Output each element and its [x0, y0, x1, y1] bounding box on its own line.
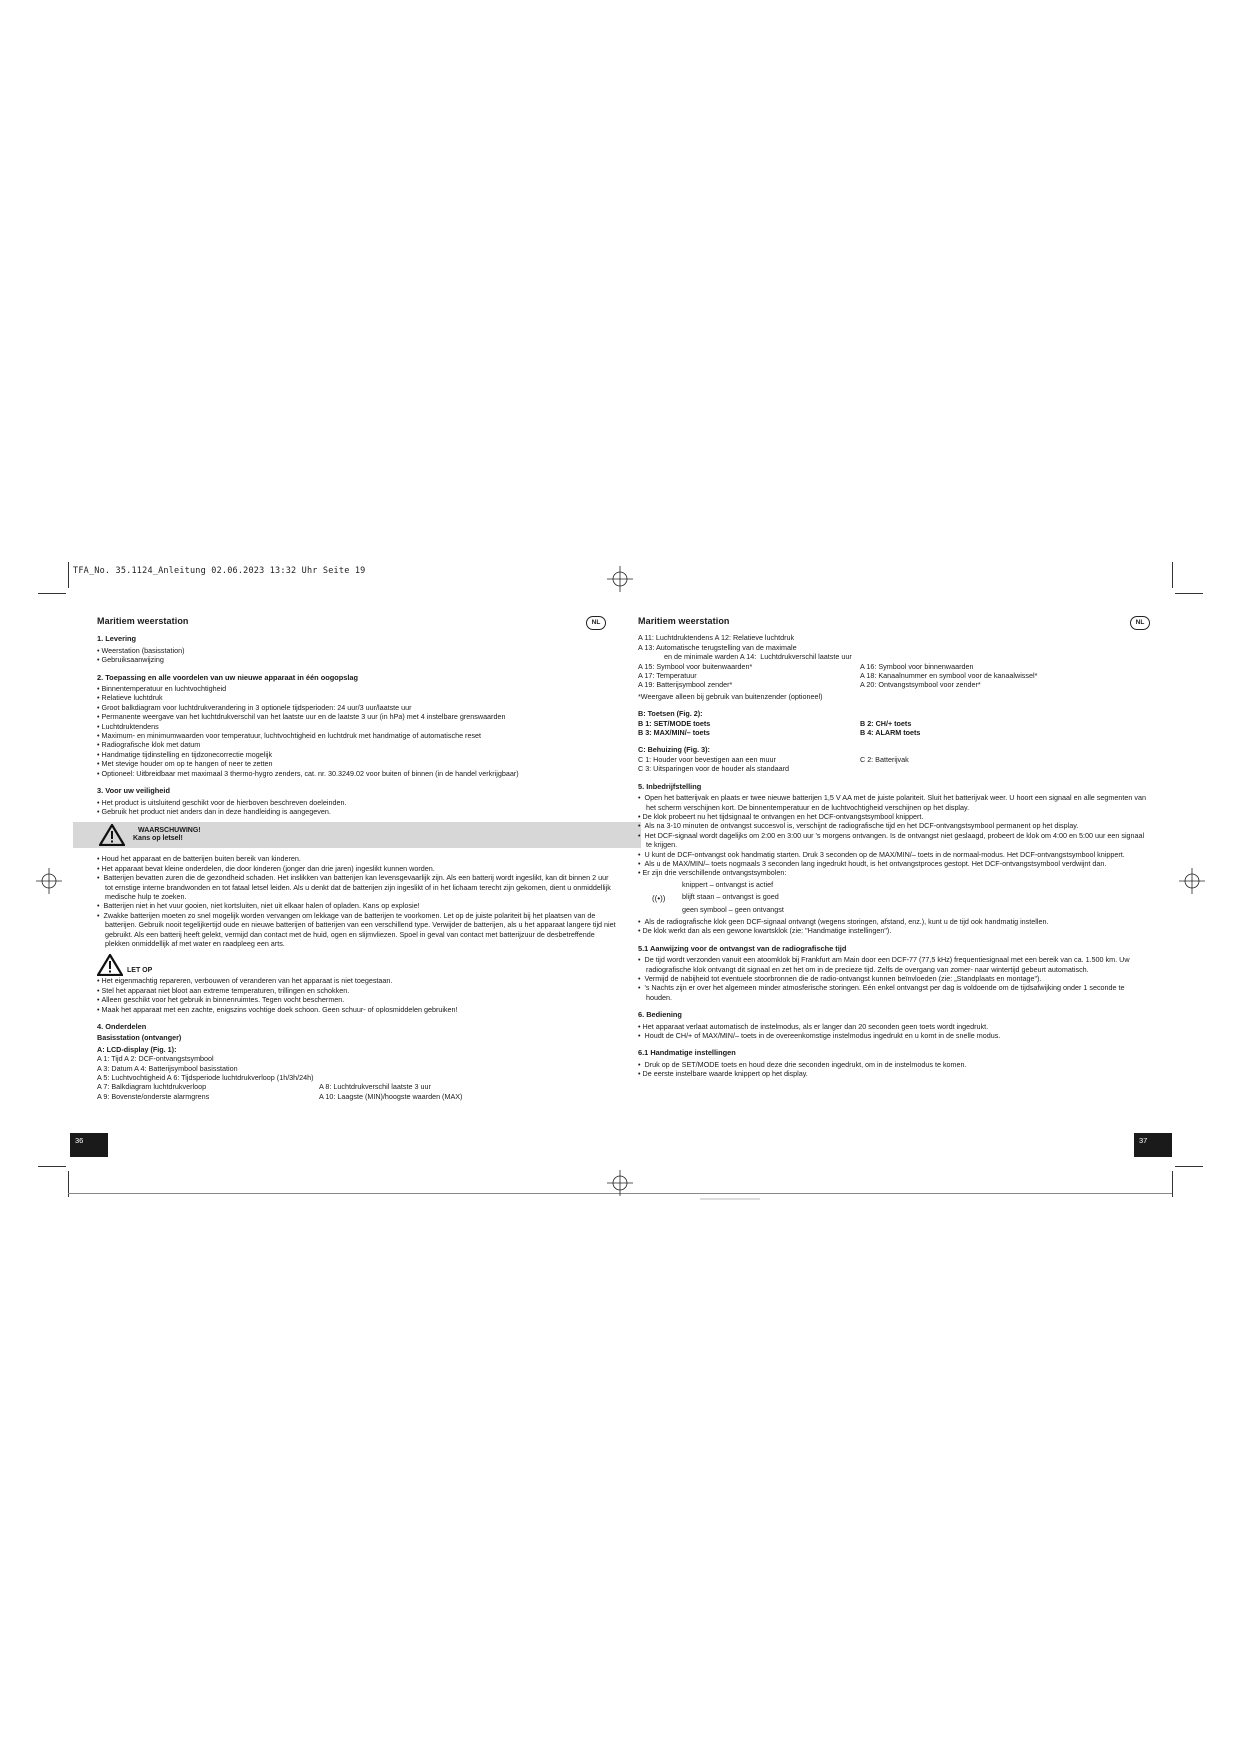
crop-mark: [1172, 1171, 1173, 1197]
bullet-list: [638, 1022, 1152, 1041]
crop-mark: [38, 593, 66, 594]
registration-mark-bottom: [607, 1170, 633, 1196]
part-label: A 1: Tijd A 2: DCF-ontvangstsymbool: [97, 1054, 214, 1064]
housing-list: [638, 755, 1152, 774]
list-item: • Zwakke batterijen moeten zo snel mogelijk worden vervangen om lekkage van de batterijen te voorkomen. Let op de juiste polariteit bij het plaatsen van de batterijen. Gebruik nooit tegelijkertijd oude en nieuwe batterijen of batterijen van een verschillend type. Verwijder de batterijen, als u het apparaat langere tijd niet gebruikt. Als een batterij heeft gelekt, vermijd dan contact met de huid, ogen en slijmvliezen. Spoel in geval van contact met batterijzuur de desbetreffende plekken onmiddellijk af met water en raadpleeg een arts.: [97, 911, 617, 949]
parts-row: [97, 1082, 617, 1091]
subheading: B: Toetsen (Fig. 2):: [638, 709, 703, 719]
symbol-text: blijft staan – ontvangst is goed: [682, 892, 779, 902]
parts-row: [97, 1073, 617, 1082]
registration-mark-top: [607, 566, 633, 592]
part-label: A 8: Luchtdrukverschil laatste 3 uur: [319, 1082, 431, 1092]
page-number: 36: [70, 1133, 108, 1157]
parts-row: [638, 633, 1152, 642]
list-item: • De klok werkt dan als een gewone kwartsklok (zie: "Handmatige instellingen").: [638, 926, 1152, 935]
part-label: A 15: Symbool voor buitenwaarden*: [638, 661, 753, 671]
crop-mark: [1172, 562, 1173, 588]
list-item: • Het apparaat bevat kleine onderdelen, die door kinderen (jonger dan drie jaren) ingeslikt kunnen worden.: [97, 864, 617, 873]
list-item: • Als u de MAX/MIN/– toets nogmaals 3 seconden lang ingedrukt houdt, is het ontvangstproces gestopt. Het DCF-ontvangstsymbool verdwijnt dan.: [638, 859, 1152, 868]
list-item: • Het DCF-signaal wordt dagelijks om 2:00 en 3:00 uur 's morgens ontvangen. Is de ontvangst niet geslaagd, probeert de klok om 4:00 en 5:00 uur een signaal te krijgen.: [638, 831, 1152, 850]
reception-symbols: [652, 880, 1152, 917]
crop-mark: [68, 562, 69, 588]
list-item: • Gebruik het product niet anders dan in deze handleiding is aangegeven.: [97, 807, 617, 816]
crop-mark: [1175, 1166, 1203, 1167]
subheading: Basisstation (ontvanger): [97, 1033, 182, 1043]
parts-row: [638, 764, 1152, 773]
part-label: C 1: Houder voor bevestigen aan een muur: [638, 754, 776, 764]
language-badge: NL: [1130, 616, 1150, 630]
section-heading: 4. Onderdelen: [97, 1022, 147, 1031]
list-item: • Gebruiksaanwijzing: [97, 655, 617, 664]
warning-title: WAARSCHUWING!: [138, 827, 201, 835]
warning-text: [133, 827, 201, 843]
part-label: C 2: Batterijvak: [860, 754, 909, 764]
page-title: Maritiem weerstation: [638, 616, 730, 626]
list-item: • Het product is uitsluitend geschikt voor de hierboven beschreven doeleinden.: [97, 798, 617, 807]
caution-title: LET OP: [127, 967, 153, 975]
bullet-list: [638, 917, 1152, 936]
list-item: • Groot balkdiagram voor luchtdrukverandering in 3 optionele tijdsperioden: 24 uur/3 uur/laatste uur: [97, 703, 617, 712]
parts-row: [97, 1064, 617, 1073]
part-label: A 18: Kanaalnummer en symbool voor de kanaalwissel*: [860, 671, 1038, 681]
list-item: • De tijd wordt verzonden vanuit een atoomklok bij Frankfurt am Main door een DCF-77 (77,5 kHz) frequentiesignaal met een bereik van ca. 1.500 km. Uw radiografische klok ontvangt dit signaal en zet het om in de precieze tijd. Zelfs de overgang van zomer- naar wintertijd gebeurt automatisch.: [638, 955, 1152, 974]
bullet-list: [638, 793, 1152, 878]
section-heading: 6. Bediening: [638, 1010, 682, 1020]
list-item: • U kunt de DCF-ontvangst ook handmatig starten. Druk 3 seconden op de MAX/MIN/– toets in de normaal-modus. Het DCF-ontvangstsymbool knippert.: [638, 850, 1152, 859]
part-label: A 20: Ontvangstsymbool voor zender*: [860, 680, 981, 690]
left-page: [97, 617, 617, 1101]
parts-row: [638, 680, 1152, 689]
symbol-descriptions: [682, 880, 784, 917]
section-heading: 2. Toepassing en alle voordelen van uw nieuwe apparaat in één oogopslag: [97, 672, 359, 682]
page-title: Maritiem weerstation: [97, 616, 189, 626]
list-item: • Luchtdruktendens: [97, 722, 617, 731]
part-label: B 4: ALARM toets: [860, 728, 921, 738]
bullet-list: [97, 646, 617, 665]
caution-block: [97, 954, 617, 976]
list-item: • Houdt de CH/+ of MAX/MIN/– toets in de overeenkomstige instelmodus ingedrukt en u komt in de snelle modus.: [638, 1031, 1152, 1040]
section-heading: 5. Inbedrijfstelling: [638, 781, 702, 791]
subheading: C: Behuizing (Fig. 3):: [638, 745, 710, 755]
list-item: • Weerstation (basisstation): [97, 646, 617, 655]
bullet-list: [638, 955, 1152, 1002]
parts-list: [638, 633, 1152, 689]
section-heading: 5.1 Aanwijzing voor de ontvangst van de radiografische tijd: [638, 943, 847, 953]
language-badge: NL: [586, 616, 606, 630]
list-item: • Optioneel: Uitbreidbaar met maximaal 3 thermo-hygro zenders, cat. nr. 30.3249.02 voor buiten of binnen (in de handel verkrijgbaar): [97, 769, 617, 778]
part-label: A 19: Batterijsymbool zender*: [638, 680, 733, 690]
list-item: • Druk op de SET/MODE toets en houd deze drie seconden ingedrukt, om in de instelmodus te komen.: [638, 1060, 1152, 1069]
part-label: en de minimale warden A 14: Luchtdrukverschil laatste uur: [638, 652, 852, 662]
caution-icon: [97, 954, 123, 976]
warning-banner: [73, 822, 641, 848]
parts-row: [97, 1054, 617, 1063]
parts-row: [638, 643, 1152, 652]
list-item: • De klok probeert nu het tijdsignaal te ontvangen en het DCF-ontvangstsymbool knippert.: [638, 812, 1152, 821]
warning-list: [97, 854, 617, 948]
list-item: • Als de radiografische klok geen DCF-signaal ontvangt (wegens storingen, afstand, enz.), kunt u de tijd ook handmatig instellen.: [638, 917, 1152, 926]
caution-list: [97, 976, 617, 1014]
page-number: 37: [1134, 1133, 1172, 1157]
symbol-text: knippert – ontvangst is actief: [682, 879, 774, 889]
list-item: • Open het batterijvak en plaats er twee nieuwe batterijen 1,5 V AA met de juiste polariteit. Sluit het batterijvak weer. U hoort een signaal en alle segmenten van het scherm verschijnen kort. De binnentemperatuur en de luchtvochtigheid verschijnen op het display.: [638, 793, 1152, 812]
registration-mark-right: [1179, 868, 1205, 894]
part-label: A 10: Laagste (MIN)/hoogste waarden (MAX): [319, 1091, 463, 1101]
footnote: *Weergave alleen bij gebruik van buitenzender (optioneel): [638, 691, 823, 701]
registration-mark-left: [36, 868, 62, 894]
parts-row: [97, 1092, 617, 1101]
list-item: • Relatieve luchtdruk: [97, 693, 617, 702]
bullet-list: [97, 684, 617, 778]
part-label: A 13: Automatische terugstelling van de maximale: [638, 642, 797, 652]
part-label: A 3: Datum A 4: Batterijsymbool basisstation: [97, 1063, 238, 1073]
part-label: A 5: Luchtvochtigheid A 6: Tijdsperiode luchtdrukverloop (1h/3h/24h): [97, 1073, 314, 1083]
list-item: • Als na 3-10 minuten de ontvangst succesvol is, verschijnt de radiografische tijd en het DCF-ontvangstsymbool permanent op het display.: [638, 821, 1152, 830]
section-heading: 6.1 Handmatige instellingen: [638, 1048, 736, 1058]
list-item: • Er zijn drie verschillende ontvangstsymbolen:: [638, 868, 1152, 877]
list-item: • Alleen geschikt voor het gebruik in binnenruimtes. Tegen vocht beschermen.: [97, 995, 617, 1004]
list-item: • Maak het apparaat met een zachte, enigszins vochtige doek schoon. Geen schuur- of oplosmiddelen gebruiken!: [97, 1005, 617, 1014]
list-item: • Handmatige tijdinstelling en tijdzonecorrectie mogelijk: [97, 750, 617, 759]
list-item: • Stel het apparaat niet bloot aan extreme temperaturen, trillingen en schokken.: [97, 986, 617, 995]
part-label: A 7: Balkdiagram luchtdrukverloop: [97, 1082, 207, 1092]
crop-mark: [1175, 593, 1203, 594]
parts-row: [638, 671, 1152, 680]
list-item: • Permanente weergave van het luchtdrukverschil van het laatste uur en de laatste 3 uur (in hPa) met 4 instelbare grenswaarden: [97, 712, 617, 721]
crop-mark: [38, 1166, 66, 1167]
symbol-text: geen symbool – geen ontvangst: [682, 904, 784, 914]
part-label: B 1: SET/MODE toets: [638, 718, 711, 728]
warning-subtitle: Kans op letsel!: [133, 835, 183, 843]
radio-signal-icon: ((•)): [652, 893, 666, 903]
list-item: • Vermijd de nabijheid tot eventuele stoorbronnen die de radio-ontvangst kunnen beïnvloeden (zie: „Standplaats en montage").: [638, 974, 1152, 983]
list-item: • Het eigenmachtig repareren, verbouwen of veranderen van het apparaat is niet toegestaan.: [97, 976, 617, 985]
list-item: • Houd het apparaat en de batterijen buiten bereik van kinderen.: [97, 854, 617, 863]
parts-row: [638, 662, 1152, 671]
part-label: A 9: Bovenste/onderste alarmgrens: [97, 1091, 210, 1101]
list-item: • 's Nachts zijn er over het algemeen minder atmosferische storingen. Eén enkel ontvangst per dag is voldoende om de tijdsafwijking onder 1 seconde te houden.: [638, 983, 1152, 1002]
part-label: B 2: CH/+ toets: [860, 718, 912, 728]
faint-mark: [700, 1198, 760, 1200]
list-item: • Binnentemperatuur en luchtvochtigheid: [97, 684, 617, 693]
parts-row: [638, 652, 1152, 661]
parts-row: [638, 728, 1152, 737]
section-heading: 3. Voor uw veiligheid: [97, 786, 170, 796]
part-label: A 16: Symbool voor binnenwaarden: [860, 661, 974, 671]
print-slug: TFA_No. 35.1124_Anleitung 02.06.2023 13:32 Uhr Seite 19: [73, 566, 366, 576]
parts-list: [97, 1054, 617, 1101]
keys-list: [638, 719, 1152, 738]
warning-icon: [99, 824, 125, 846]
subheading: A: LCD-display (Fig. 1):: [97, 1044, 177, 1054]
list-item: • Met stevige houder om op te hangen of neer te zetten: [97, 759, 617, 768]
list-item: • Radiografische klok met datum: [97, 740, 617, 749]
parts-row: [638, 719, 1152, 728]
right-page: [638, 617, 1152, 1079]
list-item: • De eerste instelbare waarde knippert op het display.: [638, 1069, 1152, 1078]
list-item: • Batterijen bevatten zuren die de gezondheid schaden. Het inslikken van batterijen kan levensgevaarlijk zijn. Als een batterij wordt ingeslikt, kan dit binnen 2 uur tot ernstige interne brandwonden en tot fataal letsel leiden. Als u denkt dat de batterijen zijn ingeslikt of in het lichaam terecht zijn gekomen, dient u onmiddellijk medische hulp te zoeken.: [97, 873, 617, 901]
part-label: A 11: Luchtdruktendens A 12: Relatieve luchtdruk: [638, 633, 795, 643]
part-label: A 17: Temperatuur: [638, 671, 697, 681]
parts-row: [638, 755, 1152, 764]
list-item: • Het apparaat verlaat automatisch de instelmodus, als er langer dan 20 seconden geen toets wordt ingedrukt.: [638, 1022, 1152, 1031]
part-label: C 3: Uitsparingen voor de houder als standaard: [638, 764, 790, 774]
list-item: • Maximum- en minimumwaarden voor temperatuur, luchtvochtigheid en luchtdruk met handmatige of automatische reset: [97, 731, 617, 740]
list-item: • Batterijen niet in het vuur gooien, niet kortsluiten, niet uit elkaar halen of opladen. Kans op explosie!: [97, 901, 617, 910]
bullet-list: [97, 798, 617, 817]
part-label: B 3: MAX/MIN/– toets: [638, 728, 710, 738]
section-heading: 1. Levering: [97, 634, 137, 644]
bullet-list: [638, 1060, 1152, 1079]
